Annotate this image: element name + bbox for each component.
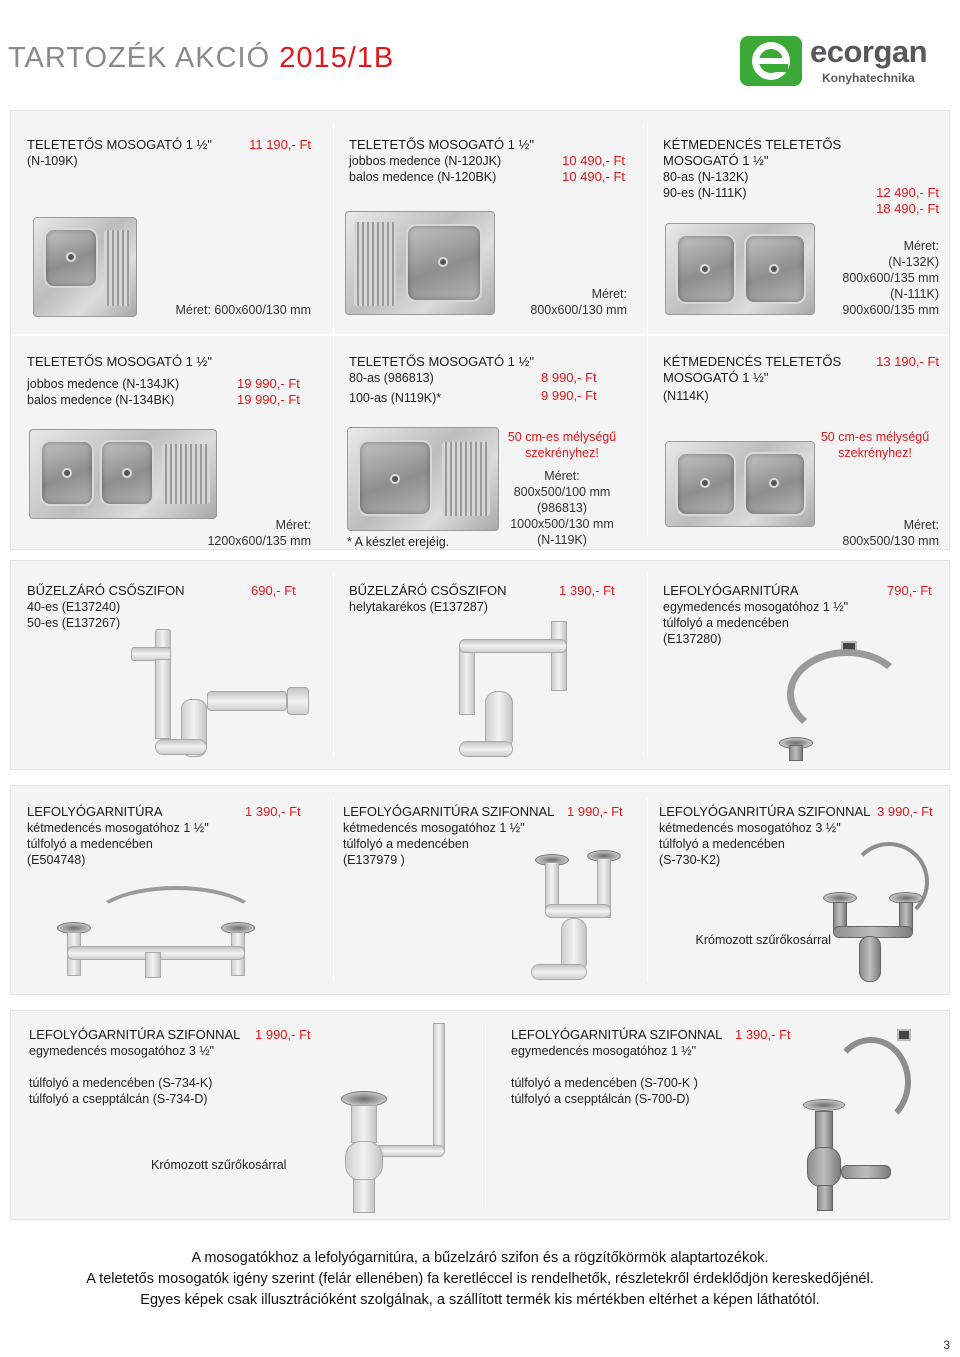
column-divider	[647, 573, 648, 757]
drain-icon	[700, 478, 710, 488]
product-variant: 80-as (986813)	[349, 371, 434, 385]
product-title: LEFOLYÓGARNITÚRA SZIFONNAL	[511, 1027, 723, 1042]
product-title: KÉTMEDENCÉS TELETETŐS	[663, 354, 842, 369]
product-variant: kétmedencés mosogatóhoz 1 ½"	[343, 821, 525, 835]
product-variant: egymedencés mosogatóhoz 1 ½"	[511, 1044, 697, 1058]
pipe-part	[459, 639, 567, 653]
size-label: Méret:	[591, 287, 627, 301]
drainboard-ribs	[442, 442, 490, 516]
product-title: BŰZELZÁRÓ CSŐSZIFON	[27, 583, 185, 598]
product-variant: balos medence (N-120BK)	[349, 170, 497, 184]
pipe-part	[145, 952, 161, 978]
title-main: TARTOZÉK AKCIÓ	[8, 42, 280, 74]
product-variant: kétmedencés mosogatóhoz 1 ½"	[27, 821, 209, 835]
product-price: 3 990,- Ft	[877, 804, 933, 819]
drain-sets-panel	[10, 785, 950, 995]
product-code: (S-730-K2)	[659, 853, 721, 867]
product-variant: 100-as (N119K)*	[349, 391, 442, 405]
product-code: (E504748)	[27, 853, 86, 867]
product-variant: 90-es (N-111K)	[663, 186, 747, 200]
product-price: 1 390,- Ft	[559, 583, 615, 598]
pipe-part	[531, 964, 587, 980]
product-title: LEFOLYÓGANRITÚRA SZIFONNAL	[659, 804, 871, 819]
product-title: TELETETŐS MOSOGATÓ 1 ½"	[27, 137, 212, 152]
product-size: 800x600/130 mm	[530, 303, 627, 317]
note-line: Egyes képek csak illusztrációként szolgálnak, a szállított termék kis mértékben eltérhet a képen láthatótól.	[140, 1292, 820, 1308]
sinks-panel	[10, 110, 950, 550]
product-e137240	[27, 583, 327, 631]
ecorgan-logo	[738, 30, 928, 92]
size-line: 900x600/135 mm	[842, 303, 939, 317]
product-986813-n119k	[349, 354, 639, 406]
column-divider	[333, 798, 334, 982]
product-price: 18 490,- Ft	[876, 201, 939, 216]
product-variant: jobbos medence (N-120JK)	[349, 154, 502, 168]
product-e137280	[663, 583, 943, 647]
product-code: (E137979 )	[343, 853, 405, 867]
pipe-part	[351, 1105, 377, 1143]
siphon-image	[819, 832, 949, 988]
column-divider	[333, 123, 334, 537]
product-title: LEFOLYÓGARNITÚRA SZIFONNAL	[29, 1027, 241, 1042]
product-price: 1 390,- Ft	[735, 1027, 791, 1042]
drain-icon	[700, 264, 710, 274]
product-title: LEFOLYÓGARNITÚRA	[663, 583, 799, 598]
pipe-part	[459, 645, 475, 715]
product-variant: balos medence (N-134BK)	[27, 393, 175, 407]
depth-note: 50 cm-es mélységű szekrényhez!	[507, 430, 617, 460]
pipe-part	[841, 1165, 891, 1179]
pipe-part	[459, 741, 513, 757]
size-block	[811, 238, 939, 318]
siphon-image	[531, 848, 641, 988]
product-variant: túlfolyó a csepptálcán (S-700-D)	[511, 1092, 690, 1106]
size-line: (N-111K)	[890, 287, 939, 301]
product-variant: túlfolyó a medencében	[27, 837, 153, 851]
pipe-part	[353, 1179, 375, 1213]
product-n120	[349, 137, 639, 185]
page-number: 3	[943, 1338, 950, 1352]
note-line: A mosogatókhoz a lefolyógarnitúra, a bűzelzáró szifon és a rögzítőkörmök alaptartozékok.	[191, 1250, 769, 1266]
product-variant: túlfolyó a medencében	[343, 837, 469, 851]
product-price: 19 990,- Ft	[237, 376, 300, 391]
pipe-part	[859, 936, 881, 982]
size-block	[499, 468, 625, 548]
product-e137287	[349, 583, 639, 615]
product-variant: túlfolyó a medencében (S-700-K )	[511, 1076, 698, 1090]
product-title: BŰZELZÁRÓ CSŐSZIFON	[349, 583, 507, 598]
sink-image	[33, 217, 137, 317]
product-title: TELETETŐS MOSOGATÓ 1 ½"	[349, 354, 534, 369]
product-title: LEFOLYÓGARNITÚRA	[27, 804, 163, 819]
overflow-pipe	[433, 1023, 445, 1153]
overflow-icon	[897, 1029, 911, 1041]
drain-kit-image	[771, 641, 931, 761]
sink-image	[665, 223, 815, 315]
product-size: Méret: 600x600/130 mm	[175, 303, 311, 317]
product-variant: túlfolyó a medencében	[659, 837, 785, 851]
pipe-part	[345, 1141, 383, 1181]
product-title: MOSOGATÓ 1 ½"	[663, 153, 769, 168]
product-price: 1 390,- Ft	[245, 804, 301, 819]
product-price: 1 990,- Ft	[567, 804, 623, 819]
product-price: 10 490,- Ft	[562, 153, 625, 168]
pipe-part	[287, 687, 309, 715]
sink-image	[347, 427, 499, 531]
drain-icon	[438, 257, 448, 267]
pipe-part	[373, 1145, 445, 1157]
product-price: 9 990,- Ft	[541, 388, 597, 403]
product-variant: helytakarékos (E137287)	[349, 600, 488, 614]
product-variant: 50-es (E137267)	[27, 616, 121, 630]
product-variant: kétmedencés mosogatóhoz 3 ½"	[659, 821, 841, 835]
pipe-part	[817, 1185, 833, 1211]
size-line: 800x500/100 mm	[513, 485, 611, 499]
column-divider	[485, 1023, 486, 1207]
drain-icon	[66, 252, 76, 262]
depth-note: 50 cm-es mélységű szekrényhez!	[820, 430, 930, 460]
product-title: TELETETŐS MOSOGATÓ 1 ½"	[349, 137, 534, 152]
title-year: 2015/1B	[279, 42, 395, 74]
product-price: 8 990,- Ft	[541, 370, 597, 385]
product-e504748	[27, 804, 327, 868]
siphon-image	[451, 621, 591, 761]
footer-notes	[0, 1248, 960, 1311]
chrome-strainer-caption: Krómozott szűrőkosárral	[151, 1158, 287, 1172]
product-price: 11 190,- Ft	[249, 137, 311, 152]
product-n134	[27, 354, 327, 408]
product-code: (N114K)	[663, 389, 709, 403]
size-label: Méret:	[903, 239, 939, 253]
size-line: 800x600/135 mm	[842, 271, 939, 285]
size-label: Méret:	[544, 469, 580, 483]
product-variant: egymedencés mosogatóhoz 3 ½"	[29, 1044, 215, 1058]
size-line: (986813)	[536, 501, 588, 515]
size-label: Méret:	[275, 518, 311, 532]
drainboard-ribs	[104, 230, 130, 306]
product-title: TELETETŐS MOSOGATÓ 1 ½"	[27, 354, 212, 369]
product-variant: egymedencés mosogatóhoz 1 ½"	[663, 600, 849, 614]
stock-footnote: * A készlet erejéig.	[347, 535, 450, 549]
siphons-panel	[10, 560, 950, 770]
drain-kit-image	[51, 882, 291, 982]
product-variant: túlfolyó a medencében	[663, 616, 789, 630]
overflow-hose	[787, 649, 907, 739]
sink-image	[345, 211, 495, 315]
overflow-hose	[849, 842, 929, 922]
pipe-part	[807, 1147, 841, 1187]
size-line: (N-132K)	[888, 255, 939, 269]
product-variant: 40-es (E137240)	[27, 600, 121, 614]
product-variant: túlfolyó a csepptálcán (S-734-D)	[29, 1092, 208, 1106]
sink-image	[665, 441, 815, 527]
product-size: 800x500/130 mm	[842, 534, 939, 548]
product-price: 13 190,- Ft	[876, 354, 939, 369]
sink-image	[29, 429, 217, 519]
pipe-part	[789, 745, 803, 761]
product-variant: túlfolyó a medencében (S-734-K)	[29, 1076, 213, 1090]
siphon-image	[333, 1021, 453, 1217]
drain-icon	[390, 474, 400, 484]
siphon-image	[121, 629, 321, 759]
pipe-part	[155, 659, 171, 739]
product-n132-n111	[663, 137, 943, 216]
overflow-hose	[831, 1037, 911, 1127]
pipe-part	[551, 621, 567, 691]
logo-subtitle: Konyhatechnika	[822, 71, 915, 85]
product-title: KÉTMEDENCÉS TELETETŐS	[663, 137, 842, 152]
product-price: 10 490,- Ft	[562, 169, 625, 184]
size-line: 1000x500/130 mm	[510, 517, 614, 531]
drain-icon	[62, 468, 72, 478]
product-variant: 80-as (N-132K)	[663, 170, 749, 184]
row-divider	[11, 334, 949, 336]
product-price: 790,- Ft	[887, 583, 932, 598]
chrome-strainer-caption: Krómozott szűrőkosárral	[695, 933, 831, 947]
drainboard-ribs	[162, 444, 210, 504]
strainer-icon	[803, 1099, 845, 1111]
product-title: LEFOLYÓGARNITÚRA SZIFONNAL	[343, 804, 555, 819]
product-n114k	[663, 354, 943, 404]
page-header	[0, 0, 960, 95]
siphon-image	[791, 1029, 931, 1215]
column-divider	[647, 123, 648, 537]
column-divider	[333, 573, 334, 757]
drain-icon	[769, 264, 779, 274]
single-bowl-sets-panel	[10, 1010, 950, 1220]
pipe-part	[815, 1111, 833, 1151]
product-variant: jobbos medence (N-134JK)	[27, 377, 180, 391]
pipe-part	[207, 691, 287, 711]
size-label: Méret:	[903, 518, 939, 532]
product-price: 12 490,- Ft	[876, 185, 939, 200]
note-line: A teletetős mosogatók igény szerint (felár ellenében) fa keretléccel is rendelhetők, részletekről érdeklődjön kereskedőjénél.	[86, 1271, 874, 1287]
product-title: MOSOGATÓ 1 ½"	[663, 370, 769, 385]
drain-icon	[769, 478, 779, 488]
column-divider	[647, 798, 648, 982]
product-price: 1 990,- Ft	[255, 1027, 311, 1042]
product-price: 690,- Ft	[251, 583, 296, 598]
pipe-part	[155, 739, 207, 755]
pipe-part	[545, 904, 611, 918]
product-code: (E137280)	[663, 632, 722, 646]
product-n109k	[27, 137, 327, 169]
product-price: 19 990,- Ft	[237, 392, 300, 407]
product-size: 1200x600/135 mm	[207, 534, 311, 548]
logo-text: ecorgan	[810, 34, 928, 69]
drain-icon	[122, 468, 132, 478]
logo-e-icon	[738, 32, 806, 90]
product-code: (N-109K)	[27, 154, 78, 168]
page-title	[8, 42, 394, 75]
drainboard-ribs	[354, 222, 396, 306]
size-line: (N-119K)	[537, 533, 587, 547]
